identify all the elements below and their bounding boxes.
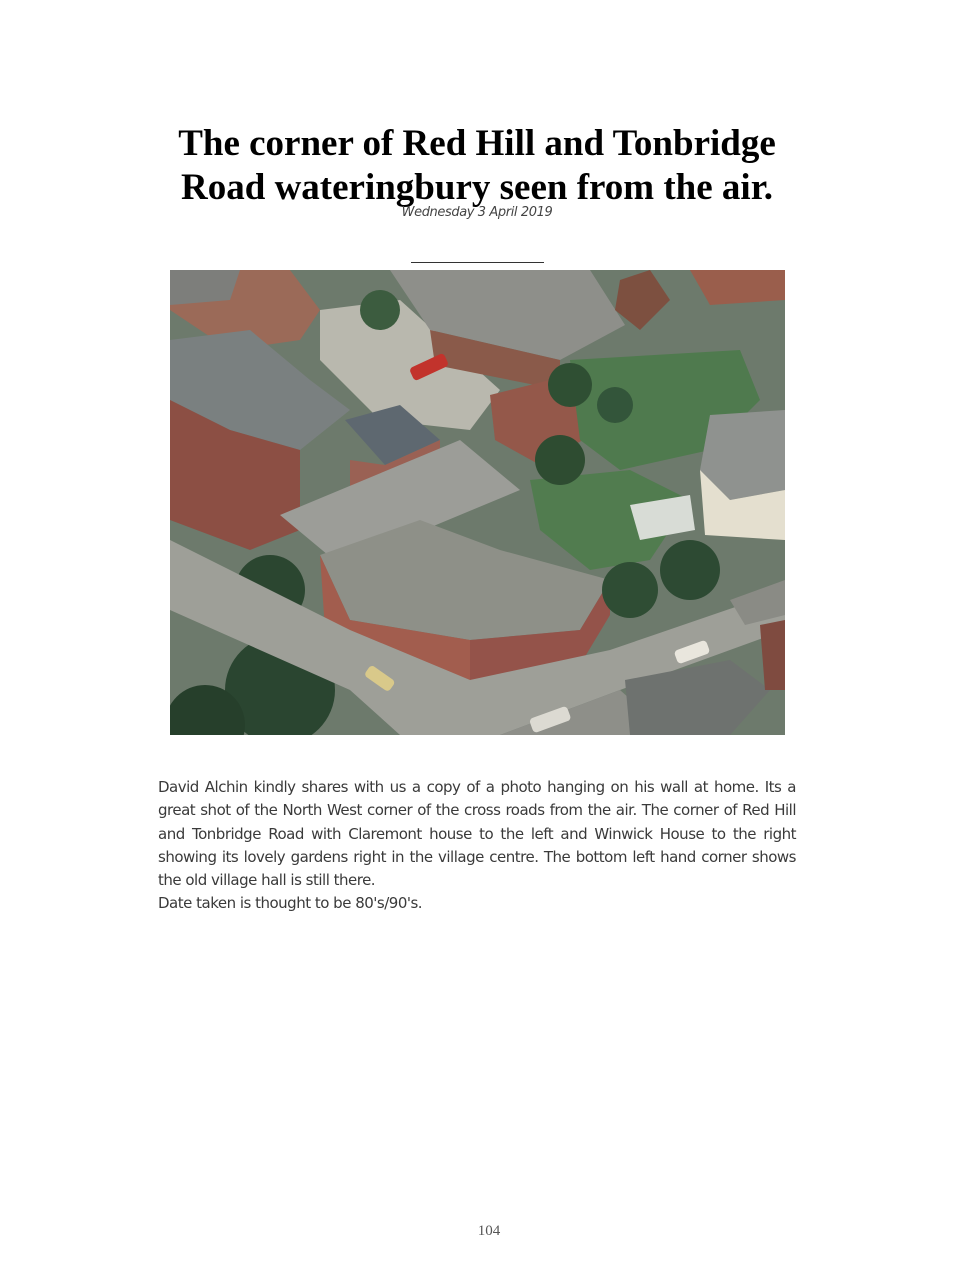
article-paragraph-2: Date taken is thought to be 80's/90's. — [158, 894, 423, 913]
aerial-photo — [170, 270, 785, 735]
article-paragraph-1: David Alchin kindly shares with us a copy of a photo hanging on his wall at home. Its a great shot of the North West corner of the cross roads from the air. The corner of Red Hill and Tonbridge Road with Claremont house to the left and Winwick House to the right showing its lovely gardens right in the village centre. The bottom left hand corner shows the old village hall is still there. — [158, 778, 796, 890]
article-title-line2: Road wateringbury seen from the air. — [181, 167, 773, 208]
article-title — [0, 122, 954, 210]
page-number: 104 — [477, 1223, 501, 1239]
title-divider — [411, 262, 544, 263]
article-title-line1: The corner of Red Hill and Tonbridge — [178, 123, 776, 164]
article-body — [158, 776, 796, 916]
article-date: Wednesday 3 April 2019 — [401, 205, 553, 220]
